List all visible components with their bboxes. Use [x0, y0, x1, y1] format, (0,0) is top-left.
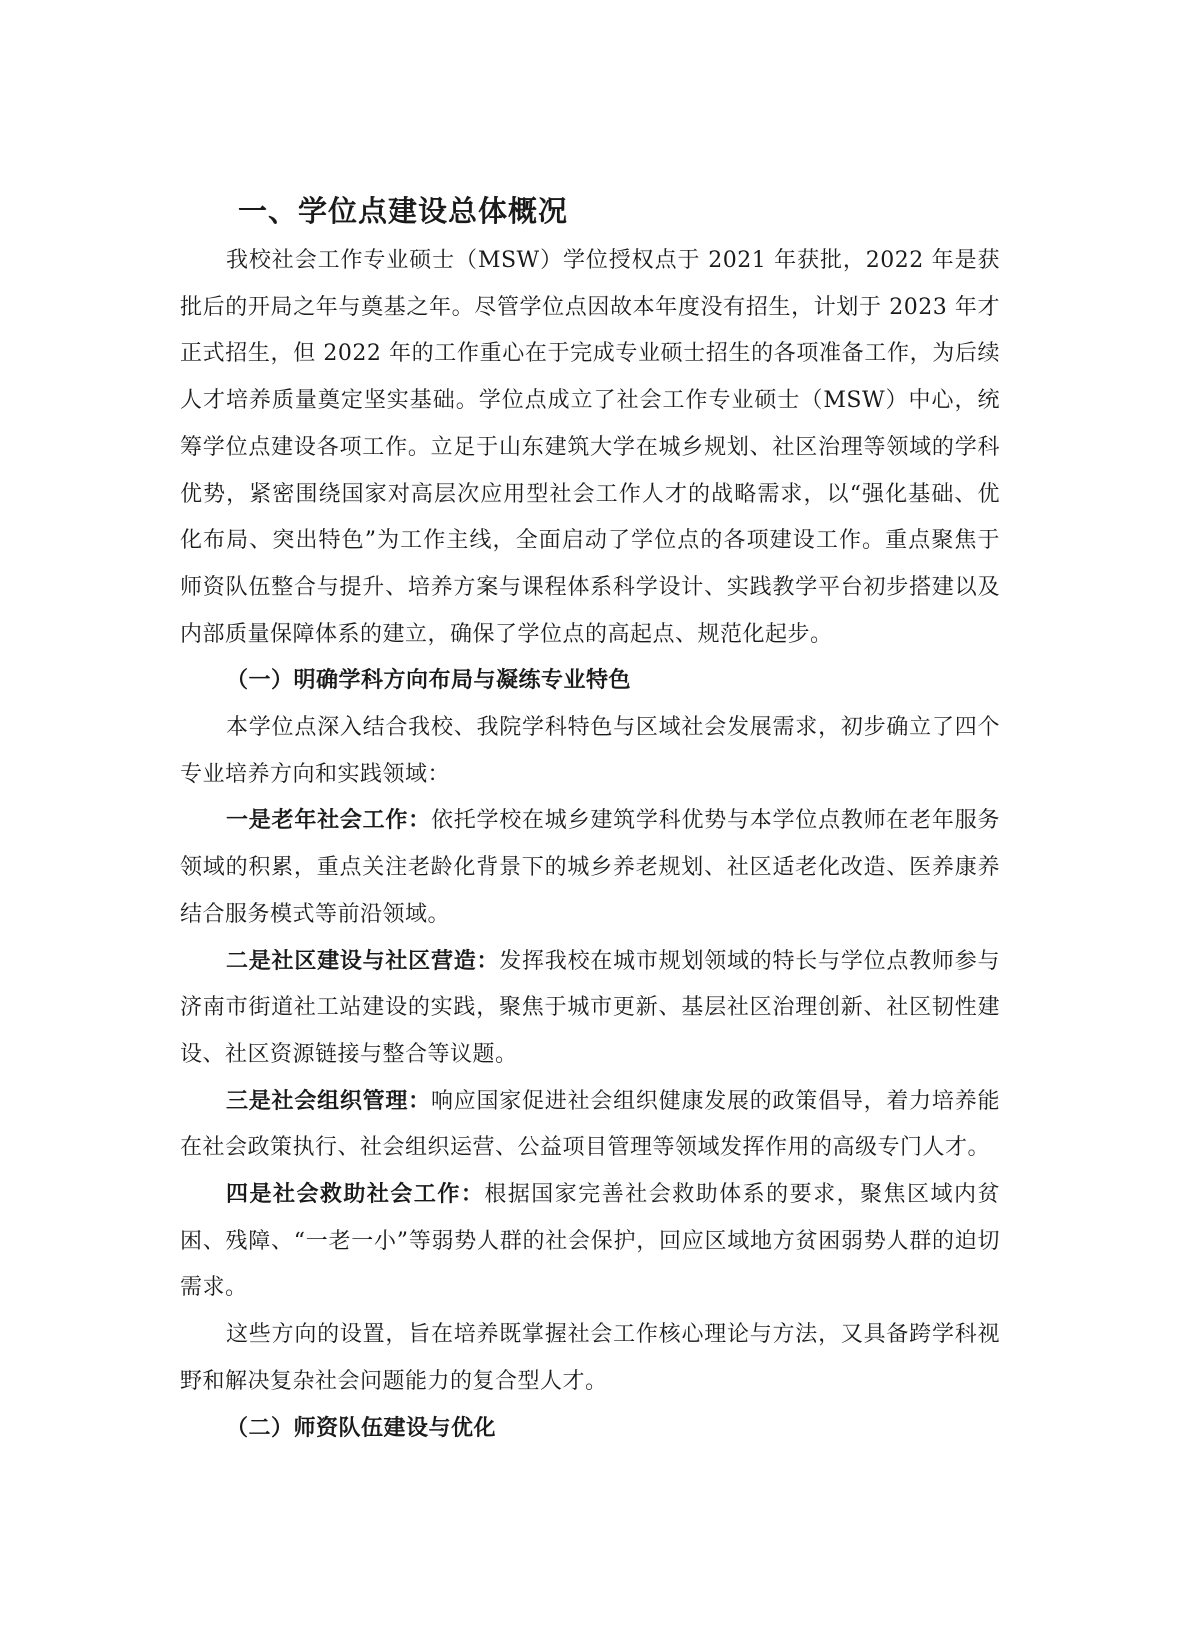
direction-text: 依托学校在城乡建筑学科优势与本学位点教师在老年服务领域的积累，重点关注老龄化背景下的城乡养老规划、社区适老化改造、医养康养结合服务模式等前沿领域。 — [180, 808, 1000, 927]
closing-paragraph: 这些方向的设置，旨在培养既掌握社会工作核心理论与方法，又具备跨学科视野和解决复杂社会问题能力的复合型人才。 — [180, 1322, 1000, 1394]
subsection-title-2: （二）师资队伍建设与优化 — [226, 1415, 497, 1441]
direction-lead: 二是社区建设与社区营造： — [226, 948, 500, 974]
direction-paragraph-elderly — [180, 798, 1000, 938]
direction-text: 响应国家促进社会组织健康发展的政策倡导，着力培养能在社会政策执行、社会组织运营、公益项目管理等领域发挥作用的高级专门人才。 — [180, 1088, 1000, 1161]
direction-paragraph-community — [180, 939, 1000, 1079]
direction-lead: 三是社会组织管理： — [226, 1088, 431, 1114]
direction-text: 发挥我校在城市规划领域的特长与学位点教师参与济南市街道社工站建设的实践，聚焦于城市更新、基层社区治理创新、社区韧性建设、社区资源链接与整合等议题。 — [180, 948, 1000, 1067]
direction-paragraph-organization — [180, 1079, 1000, 1172]
document-body — [180, 188, 1000, 1452]
direction-lead: 一是老年社会工作： — [226, 808, 431, 834]
direction-text: 根据国家完善社会救助体系的要求，聚焦区域内贫困、残障、“一老一小”等弱势人群的社会保护，回应区域地方贫困弱势人群的迫切需求。 — [180, 1182, 1000, 1301]
intro-paragraph: 我校社会工作专业硕士（MSW）学位授权点于 2021 年获批，2022 年是获批后的开局之年与奠基之年。尽管学位点因故本年度没有招生，计划于 2023 年才正式招生，但 2022 年的工作重心在于完成专业硕士招生的各项准备工作，为后续人才培养质量奠定坚实基础。学位点成立了社会工作专业硕士（MSW）中心，统筹学位点建设各项工作。立足于山东建筑大学在城乡规划、社区治理等领域的学科优势，紧密围绕国家对高层次应用型社会工作人才的战略需求，以“强化基础、优化布局、突出特色”为工作主线，全面启动了学位点的各项建设工作。重点聚焦于师资队伍整合与提升、培养方案与课程体系科学设计、实践教学平台初步搭建以及内部质量保障体系的建立，确保了学位点的高起点、规范化起步。 — [180, 248, 1000, 647]
direction-lead: 四是社会救助社会工作： — [226, 1182, 485, 1208]
direction-paragraph-assistance — [180, 1172, 1000, 1312]
subsection-title-1: （一）明确学科方向布局与凝练专业特色 — [226, 668, 632, 694]
section-title: 一、学位点建设总体概况 — [238, 194, 569, 228]
subsection-1-intro: 本学位点深入结合我校、我院学科特色与区域社会发展需求，初步确立了四个专业培养方向和实践领域： — [180, 715, 1000, 787]
